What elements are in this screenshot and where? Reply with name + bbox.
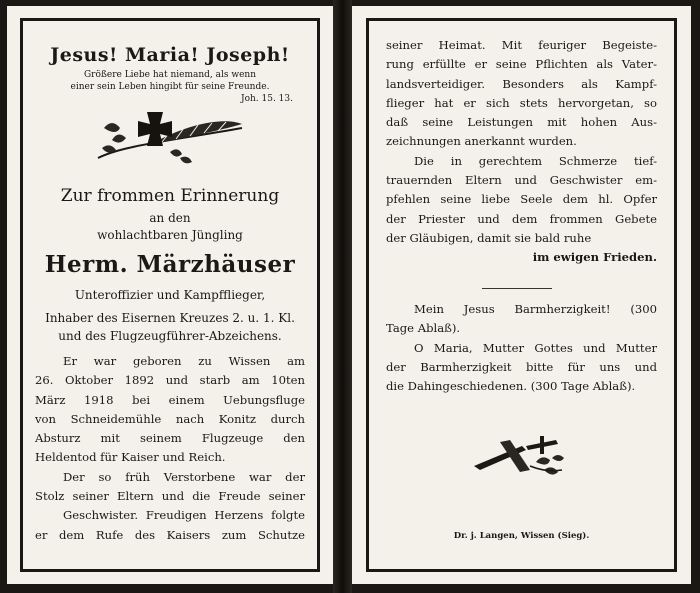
right-card — [352, 6, 691, 584]
left-card — [7, 6, 333, 584]
closing-phrase: im ewigen Frieden. — [532, 250, 657, 265]
continuation-line: rung erfüllte er seine Pflichten als Vater- — [386, 57, 657, 72]
continuation-line: der Priester und dem frommen Gebete — [386, 211, 657, 226]
airplane-emblem-icon — [470, 436, 570, 484]
deceased-name: Herm. Märzhäuser — [44, 251, 296, 278]
prayers-text — [386, 300, 657, 396]
biography-line: 26. Oktober 1892 und starb am 10ten — [35, 373, 305, 388]
prayer-line: Mein Jesus Barmherzigkeit! (300 — [414, 302, 657, 316]
continuation-line: der Gläubigen, damit sie bald ruhe — [386, 230, 592, 245]
iron-cross-emblem-icon — [92, 106, 252, 172]
biography-line: Der so früh Verstorbene war der — [63, 469, 305, 484]
continuation-line: trauernden Eltern und Geschwister em- — [386, 173, 657, 188]
verse-reference: Joh. 15. 13. — [240, 94, 293, 104]
biography-line: Heldentod für Kaiser und Reich. — [35, 450, 226, 465]
biography-line: von Schneidemühle nach Konitz durch — [35, 411, 305, 426]
continuation-text — [386, 36, 657, 268]
invocation: Jesus! Maria! Joseph! — [50, 44, 290, 66]
an-den-text: an den — [149, 211, 191, 225]
biography-line: Stolz seiner Eltern und die Freude seiner — [35, 489, 305, 504]
bible-verse-line-1: Größere Liebe hat niemand, als wenn — [83, 70, 257, 80]
descriptor-text: wohlachtbaren Jüngling — [97, 228, 243, 242]
continuation-line: flieger hat er sich stets hervorgetan, so — [386, 95, 657, 110]
rank-text: Unteroffizier und Kampfflieger, — [74, 288, 266, 302]
printer-imprint: Dr. j. Langen, Wissen (Sieg). — [453, 531, 590, 541]
prayer-line: der Barmherzigkeit bitte für uns und — [386, 359, 657, 374]
prayer-line: die Dahingeschiedenen. (300 Tage Ablaß). — [386, 379, 636, 394]
divider — [482, 288, 552, 289]
card-fold — [333, 0, 352, 593]
continuation-line: seiner Heimat. Mit feuriger Begeiste- — [386, 38, 657, 52]
biography-line: Er war geboren zu Wissen am — [63, 354, 305, 368]
biography-text — [35, 352, 305, 545]
memorial-title: Zur frommen Erinnerung — [60, 186, 280, 206]
continuation-line: zeichnungen anerkannt wurden. — [386, 134, 577, 149]
prayer-line: Tage Ablaß). — [386, 321, 461, 336]
continuation-line: daß seine Leistungen mit hohen Aus- — [386, 115, 657, 130]
continuation-line: pfehlen seine liebe Seele dem hl. Opfer — [386, 192, 657, 207]
prayer-line: O Maria, Mutter Gottes und Mutter — [414, 340, 657, 355]
bible-verse-line-2: einer sein Leben hingibt für seine Freunde. — [70, 82, 270, 92]
biography-line: Geschwister. Freudigen Herzens folgte — [63, 508, 305, 523]
biography-line: er dem Rufe des Kaisers zum Schutze — [35, 527, 305, 542]
awards-line-1: Inhaber des Eisernen Kreuzes 2. u. 1. Kl. — [45, 311, 295, 325]
awards-line-2: und des Flugzeugführer-Abzeichens. — [58, 329, 282, 343]
biography-line: März 1918 bei einem Uebungsfluge — [35, 392, 305, 407]
continuation-line: landsverteidiger. Besonders als Kampf- — [386, 76, 657, 91]
continuation-line: Die in gerechtem Schmerze tief- — [414, 153, 657, 168]
biography-line: Absturz mit seinem Flugzeuge den — [35, 431, 305, 446]
